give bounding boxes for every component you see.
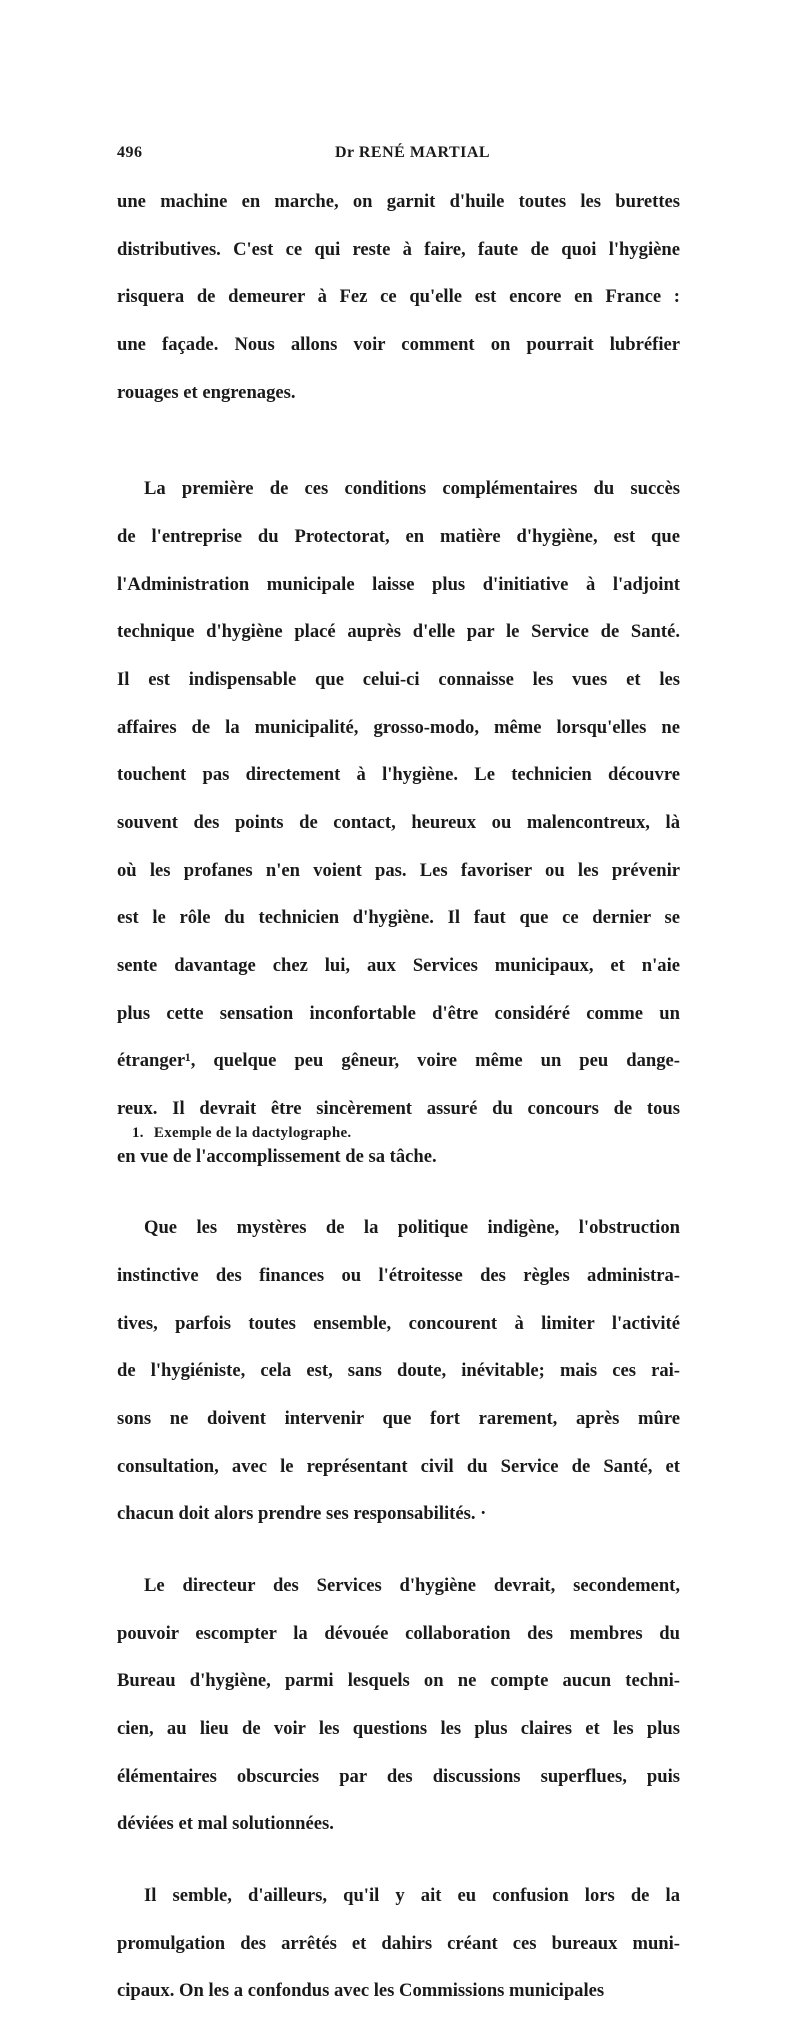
- running-title: Dr RENÉ MARTIAL: [335, 144, 491, 161]
- paragraph-continued: [117, 166, 680, 428]
- text-line: étranger¹, quelque peu gêneur, voire même un peu dange-: [117, 1050, 680, 1072]
- text-line: instinctive des finances ou l'étroitesse des règles administra-: [117, 1264, 680, 1286]
- text-line: Il est indispensable que celui-ci connaisse les vues et les: [117, 668, 680, 690]
- text-line: Que les mystères de la politique indigène, l'obstruction: [144, 1217, 680, 1239]
- footnote-number: 1.: [132, 1125, 144, 1141]
- text-line: affaires de la municipalité, grosso-modo, même lorsqu'elles ne: [117, 716, 680, 738]
- paragraph: [117, 1192, 680, 1550]
- text-line: est le rôle du technicien d'hygiène. Il faut que ce dernier se: [117, 907, 680, 929]
- text-line: chacun doit alors prendre ses responsabilités. ·: [117, 1503, 487, 1525]
- text-line: élémentaires obscurcies par des discussions superflues, puis: [117, 1765, 680, 1787]
- footnote: [132, 1125, 351, 1142]
- text-line: où les profanes n'en voient pas. Les favoriser ou les prévenir: [117, 859, 680, 881]
- text-line: Le directeur des Services d'hygiène devrait, secondement,: [144, 1574, 680, 1596]
- page-number: 496: [117, 144, 143, 161]
- text-line: une façade. Nous allons voir comment on pourrait lubréfier: [117, 333, 680, 355]
- text-line: plus cette sensation inconfortable d'être considéré comme un: [117, 1002, 680, 1024]
- text-line: consultation, avec le représentant civil du Service de Santé, et: [117, 1455, 680, 1477]
- text-line: une machine en marche, on garnit d'huile toutes les burettes: [117, 190, 680, 212]
- text-line: Bureau d'hygiène, parmi lesquels on ne compte aucun techni-: [117, 1670, 680, 1692]
- text-line: touchent pas directement à l'hygiène. Le technicien découvre: [117, 764, 680, 786]
- text-line: de l'entreprise du Protectorat, en matière d'hygiène, est que: [117, 525, 680, 547]
- paragraph: [117, 1860, 680, 2027]
- text-line: risquera de demeurer à Fez ce qu'elle est encore en France :: [117, 286, 680, 308]
- text-line: pouvoir escompter la dévouée collaboration des membres du: [117, 1622, 680, 1644]
- book-page: [117, 140, 680, 2027]
- text-line: l'Administration municipale laisse plus d'initiative à l'adjoint: [117, 573, 680, 595]
- text-line: technique d'hygiène placé auprès d'elle par le Service de Santé.: [117, 621, 680, 643]
- text-line: en vue de l'accomplissement de sa tâche.: [117, 1145, 437, 1167]
- text-line: tives, parfois toutes ensemble, concourent à limiter l'activité: [117, 1312, 680, 1334]
- text-line: distributives. C'est ce qui reste à faire, faute de quoi l'hygiène: [117, 238, 680, 260]
- text-line: Il semble, d'ailleurs, qu'il y ait eu confusion lors de la: [144, 1884, 680, 1906]
- text-line: souvent des points de contact, heureux ou malencontreux, là: [117, 811, 680, 833]
- text-line: déviées et mal solutionnées.: [117, 1813, 334, 1835]
- text-line: sente davantage chez lui, aux Services municipaux, et n'aie: [117, 955, 680, 976]
- text-line: sons ne doivent intervenir que fort rarement, après mûre: [117, 1408, 680, 1430]
- text-line: reux. Il devrait être sincèrement assuré du concours de tous: [117, 1098, 680, 1120]
- paragraph: [117, 453, 680, 1192]
- running-head: [117, 140, 680, 166]
- text-line: cien, au lieu de voir les questions les plus claires et les plus: [117, 1718, 680, 1739]
- text-line: promulgation des arrêtés et dahirs créant ces bureaux muni-: [117, 1932, 680, 1954]
- text-line: cipaux. On les a confondus avec les Commissions municipales: [117, 1980, 605, 2002]
- body-text: [117, 166, 680, 2027]
- text-line: La première de ces conditions complémentaires du succès: [144, 478, 680, 500]
- text-line: rouages et engrenages.: [117, 381, 296, 403]
- footnote-text: Exemple de la dactylographe.: [153, 1125, 352, 1141]
- paragraph: [117, 1550, 680, 1860]
- text-line: de l'hygiéniste, cela est, sans doute, inévitable; mais ces rai-: [117, 1360, 680, 1382]
